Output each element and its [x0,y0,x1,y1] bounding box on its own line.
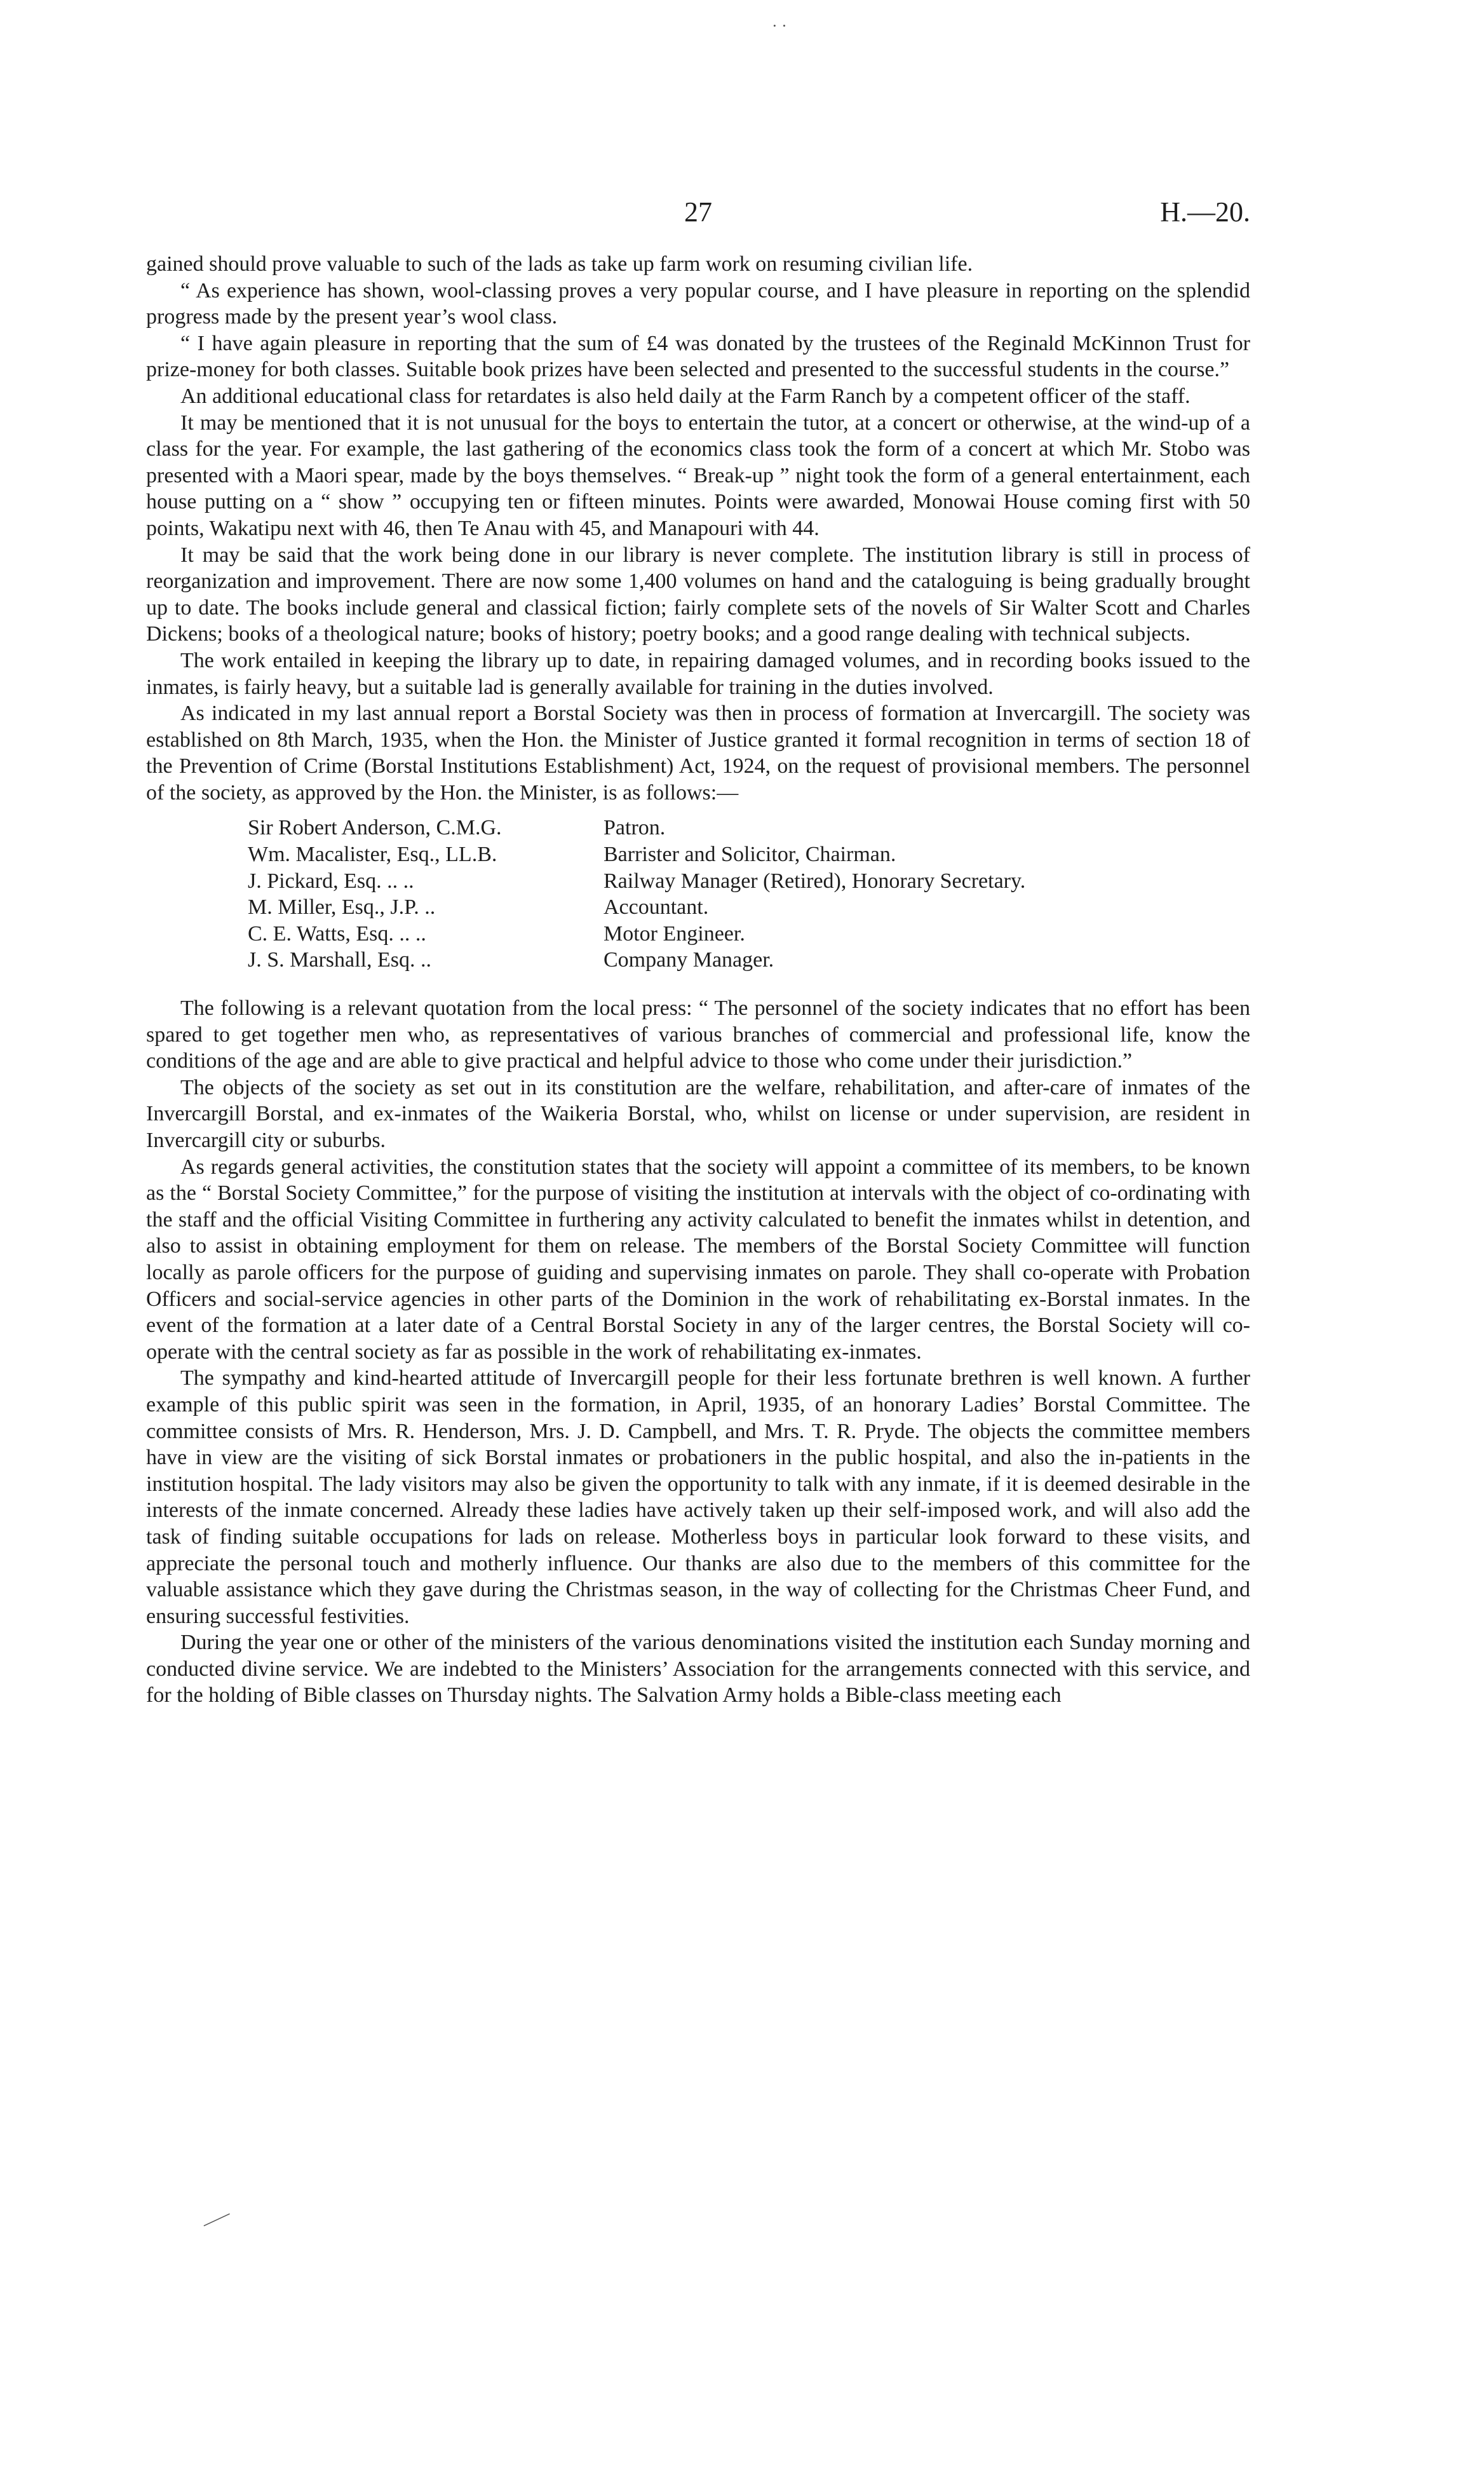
paragraph: The sympathy and kind-hearted attitude of Invercargill people for their less fortunate brethren is well known. A further example of this public spirit was seen in the formation, in April, 1935, of an honorary Ladies’ Borstal Committee. The committee consists of Mrs. R. Henderson, Mrs. J. D. Campbell, and Mrs. T. R. Pryde. The objects the committee members have in view are the visiting of sick Borstal inmates or probationers in the public hospital, and also the in-patients in the institution hospital. The lady visitors may also be given the opportunity to talk with any inmate, if it is deemed desirable in the interests of the inmate concerned. Already these ladies have actively taken up their self-imposed work, and will also add the task of finding suitable occupations for lads on release. Motherless boys in particular look forward to these visits, and appreciate the personal touch and motherly influence. Our thanks are also due to the members of this committee for the valuable assistance which they gave during the Christmas season, in the way of collecting for the Christmas Cheer Fund, and ensuring successful festivities. [146,1366,1250,1628]
body-text [146,251,1250,1709]
personnel-row [248,841,1250,868]
paragraph: During the year one or other of the ministers of the various denominations visited the institution each Sunday morning and conducted divine service. We are indebted to the Ministers’ Association for the arrangements connected with this service, and for the holding of Bible classes on Thursday nights. The Salvation Army holds a Bible-class meeting each [146,1631,1250,1708]
personnel-role: Company Manager. [604,948,774,972]
personnel-name: C. E. Watts, Esq. .. .. [248,921,426,946]
personnel-role: Railway Manager (Retired), Honorary Secretary. [604,869,1026,893]
paragraph: The work entailed in keeping the library up to date, in repairing damaged volumes, and in recording books issued to the inmates, is fairly heavy, but a suitable lad is generally available for training in the duties involved. [146,648,1250,699]
paragraph: “ As experience has shown, wool-classing proves a very popular course, and I have pleasure in reporting on the splendid progress made by the present year’s wool class. [146,278,1250,329]
personnel-name: M. Miller, Esq., J.P. .. [248,895,436,920]
paragraph: As indicated in my last annual report a Borstal Society was then in process of formation at Invercargill. The society was established on 8th March, 1935, when the Hon. the Minister of Justice granted it formal recognition in terms of section 18 of the Prevention of Crime (Borstal Institutions Establishment) Act, 1924, on the request of provisional members. The personnel of the society, as approved by the Hon. the Minister, is as follows:— [146,702,1250,805]
personnel-role: Motor Engineer. [604,921,745,946]
paragraph: “ I have again pleasure in reporting that the sum of £4 was donated by the trustees of the Reginald McKinnon Trust for prize-money for both classes. Suitable book prizes have been selected and presented to the successful students in the course.” [146,331,1250,382]
personnel-row [248,947,1250,974]
paragraph: The following is a relevant quotation from the local press: “ The personnel of the society indicates that no effort has been spared to get together men who, as representatives of various branches of commercial and professional life, know the conditions of the age and are able to give practical and helpful advice to those who come under their jurisdiction.” [146,996,1250,1073]
document-page [146,0,1250,2465]
personnel-name: Sir Robert Anderson, C.M.G. [248,816,502,840]
personnel-row [248,894,1250,921]
personnel-name: Wm. Macalister, Esq., LL.B. [248,843,497,867]
personnel-name: J. S. Marshall, Esq. .. [248,948,431,972]
paragraph: As regards general activities, the constitution states that the society will appoint a committee of its members, to be known as the “ Borstal Society Committee,” for the purpose of visiting the institution at intervals with the object of co-ordinating with the staff and the official Visiting Committee in furthering any activity calculated to benefit the inmates whilst in detention, and also to assist in obtaining employment for them on release. The members of the Borstal Society Committee will function locally as parole officers for the purpose of guiding and supervising inmates on parole. They shall co-operate with Probation Officers and social-service agencies in other parts of the Dominion in the work of rehabilitating ex-Borstal inmates. In the event of the formation at a later date of a Central Borstal Society in any of the larger centres, the Borstal Society will co-operate with the central society as far as possible in the work of rehabilitating ex-inmates. [146,1155,1250,1364]
scan-mark-margin: ⸺ [198,2204,234,2235]
personnel-role: Accountant. [604,895,709,920]
paragraph: gained should prove valuable to such of the lads as take up farm work on resuming civilian life. [146,252,973,276]
paragraphs-after-list [146,995,1250,1709]
personnel-role: Patron. [604,816,666,840]
document-reference: H.—20. [1160,196,1250,227]
personnel-name: J. Pickard, Esq. .. .. [248,869,414,893]
personnel-role: Barrister and Solicitor, Chairman. [604,843,896,867]
society-personnel-list [248,815,1250,974]
paragraphs-before-list [146,251,1250,806]
paragraph: An additional educational class for retardates is also held daily at the Farm Ranch by a competent officer of the staff. [180,384,1191,408]
paragraph: It may be mentioned that it is not unusual for the boys to entertain the tutor, at a concert or otherwise, at the wind-up of a class for the year. For example, the last gathering of the economics class took the form of a concert at which Mr. Stobo was presented with a Maori spear, made by the boys themselves. “ Break-up ” night took the form of a general entertainment, each house putting on a “ show ” occupying ten or fifteen minutes. Points were awarded, Monowai House coming first with 50 points, Wakatipu next with 46, then Te Anau with 45, and Manapouri with 44. [146,411,1250,540]
scan-mark-top: · · [772,17,787,35]
page-number: 27 [684,196,712,227]
personnel-row [248,815,1250,841]
personnel-row [248,868,1250,895]
paragraph: The objects of the society as set out in its constitution are the welfare, rehabilitation, and after-care of inmates of the Invercargill Borstal, and ex-inmates of the Waikeria Borstal, who, whilst on license or under supervision, are resident in Invercargill city or suburbs. [146,1075,1250,1152]
paragraph: It may be said that the work being done in our library is never complete. The institution library is still in process of reorganization and improvement. There are now some 1,400 volumes on hand and the cataloguing is being gradually brought up to date. The books include general and classical fiction; fairly complete sets of the novels of Sir Walter Scott and Charles Dickens; books of a theological nature; books of history; poetry books; and a good range dealing with technical subjects. [146,543,1250,646]
personnel-row [248,921,1250,947]
page-header [146,196,1250,234]
